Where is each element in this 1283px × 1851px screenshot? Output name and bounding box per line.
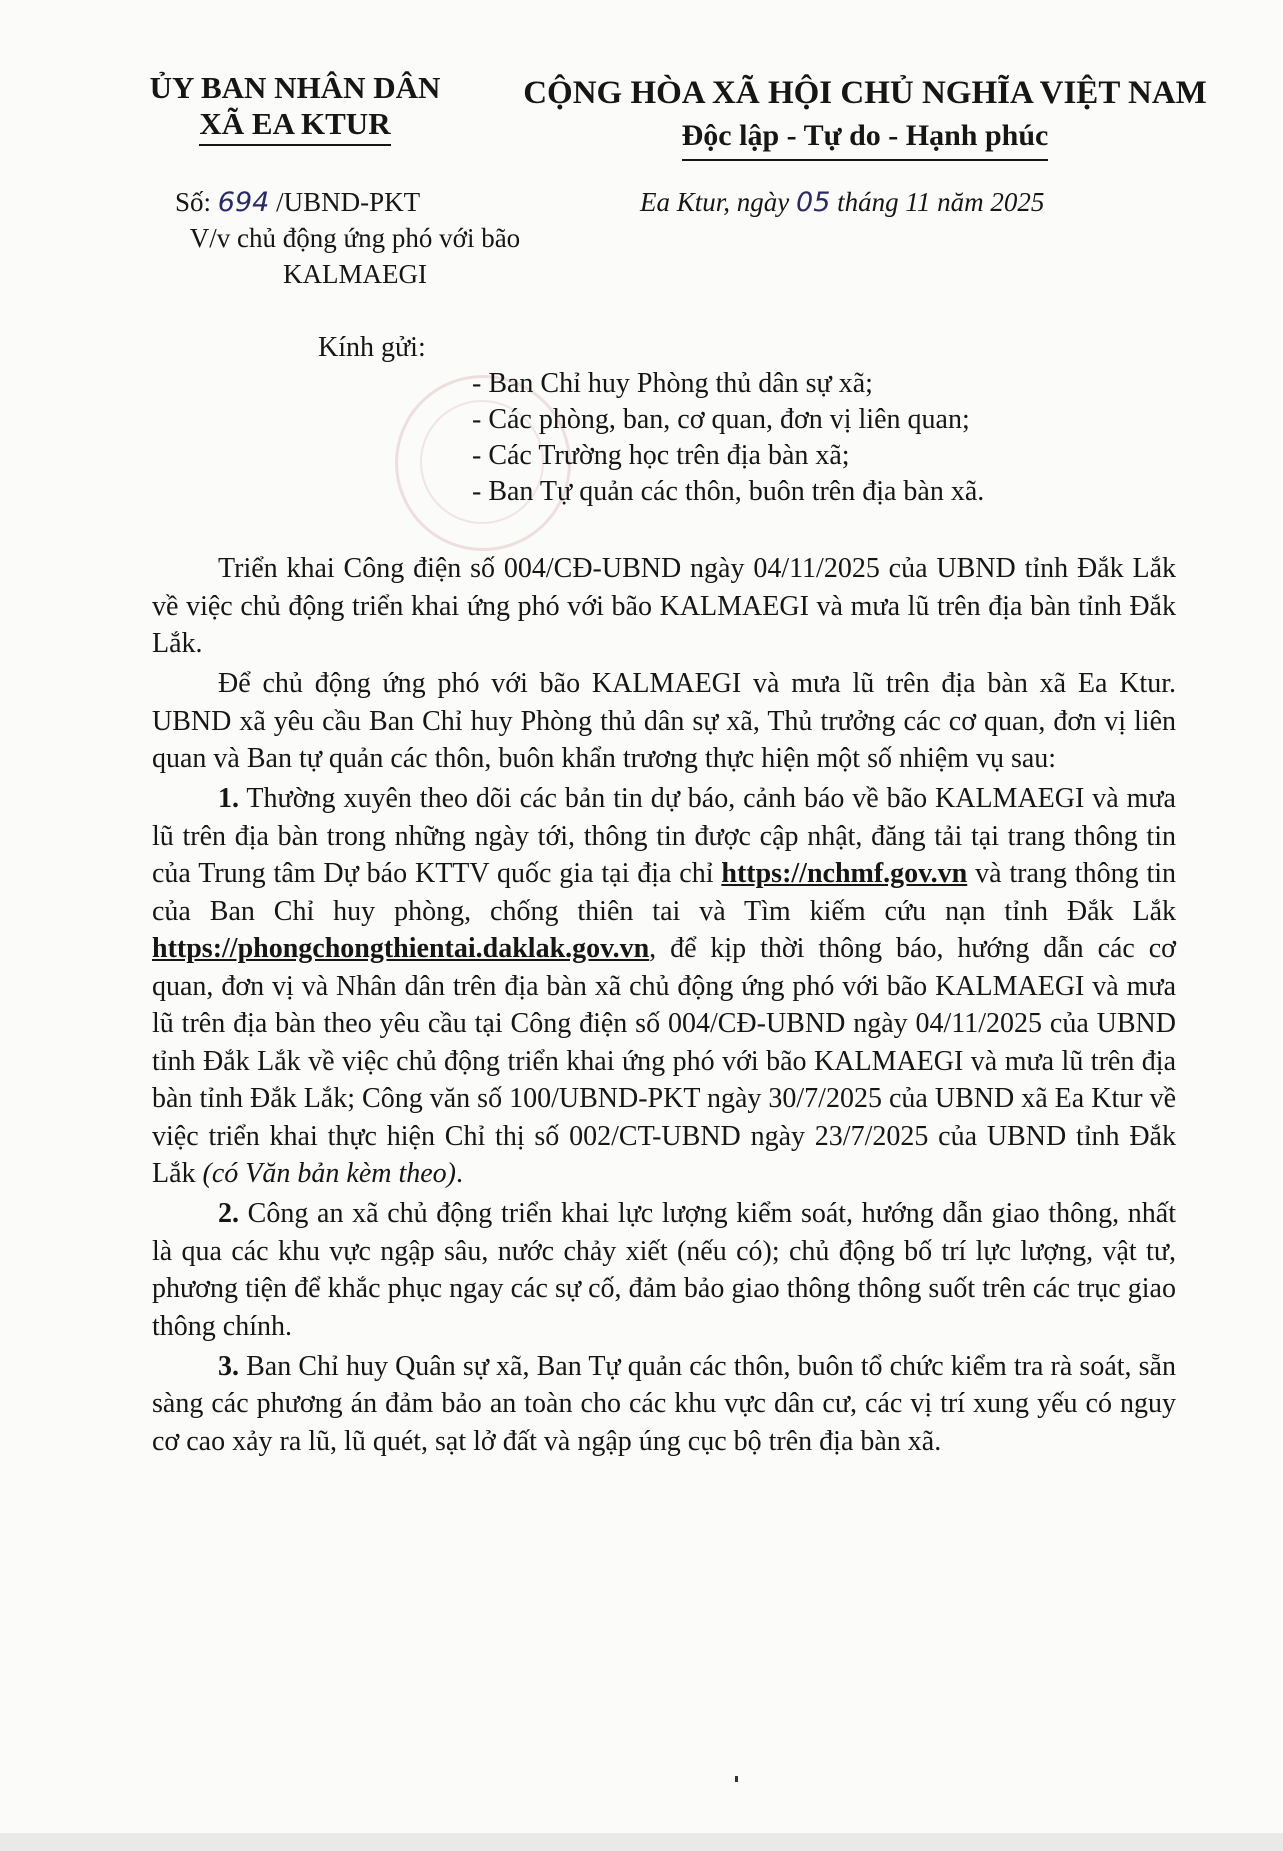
agency-line-2: XÃ EA KTUR xyxy=(199,106,390,146)
document-subject: V/v chủ động ứng phó với bão KALMAEGI xyxy=(189,223,521,289)
document-number: Số: 694 /UBND-PKT xyxy=(175,187,421,218)
handwritten-number: 694 xyxy=(217,187,270,218)
intro-paragraph-1: Triển khai Công điện số 004/CĐ-UBND ngày 04/11/2025 của UBND tỉnh Đắk Lắk về việc chủ động triển khai ứng phó với bão KALMAEGI và mưa lũ trên địa bàn tỉnh Đắk Lắk. xyxy=(152,553,1176,659)
scan-speck xyxy=(735,1776,738,1782)
agency-line-1: ỦY BAN NHÂN DÂN xyxy=(149,70,441,105)
task-3-paragraph: 3. Ban Chỉ huy Quân sự xã, Ban Tự quản các thôn, buôn tổ chức kiểm tra rà soát, sẵn sàng các phương án đảm bảo an toàn cho các khu vực dân cư, các vị trí xung yếu có nguy cơ cao xảy ra lũ, lũ quét, sạt lở đất và ngập úng cục bộ trên địa bàn xã. xyxy=(152,1350,1176,1457)
recipient-item: - Ban Tự quản các thôn, buôn trên địa bàn xã. xyxy=(472,476,985,507)
task-2-paragraph: 2. Công an xã chủ động triển khai lực lượng kiểm soát, hướng dẫn giao thông, nhất là qua các khu vực ngập sâu, nước chảy xiết (nếu có); chủ động bố trí lực lượng, vật tư, phương tiện để khắc phục ngay các sự cố, đảm bảo giao thông thông suốt trên các trục giao thông chính. xyxy=(152,1198,1176,1342)
nchmf-link[interactable]: https://nchmf.gov.vn xyxy=(721,858,968,889)
recipients-list xyxy=(472,366,984,510)
bottom-edge xyxy=(0,1833,1283,1851)
recipient-item: - Các phòng, ban, cơ quan, đơn vị liên quan; xyxy=(472,404,970,435)
nation-line-1: CỘNG HÒA XÃ HỘI CHỦ NGHĨA VIỆT NAM xyxy=(523,75,1207,111)
recipient-item: - Ban Chỉ huy Phòng thủ dân sự xã; xyxy=(472,368,873,399)
recipient-item: - Các Trường học trên địa bàn xã; xyxy=(472,440,850,471)
intro-paragraph-2: Để chủ động ứng phó với bão KALMAEGI và mưa lũ trên địa bàn xã Ea Ktur. UBND xã yêu cầu Ban Chỉ huy Phòng thủ dân sự xã, Thủ trưởng các cơ quan, đơn vị liên quan và Ban tự quản các thôn, buôn khẩn trương thực hiện một số nhiệm vụ sau: xyxy=(152,668,1176,774)
recipients-label: Kính gửi: xyxy=(318,332,426,363)
issuing-agency xyxy=(140,70,450,146)
daklak-disaster-link[interactable]: https://phongchongthientai.daklak.gov.vn xyxy=(152,933,650,964)
handwritten-day: 05 xyxy=(796,187,831,218)
task-1-paragraph: 1. Thường xuyên theo dõi các bản tin dự báo, cảnh báo về bão KALMAEGI và mưa lũ trên địa bàn trong những ngày tới, thông tin được cập nhật, đăng tải tại trang thông tin của Trung tâm Dự báo KTTV quốc gia tại địa chỉ https://nchmf.gov.vn và trang thông tin của Ban Chỉ huy phòng, chống thiên tai và Tìm kiếm cứu nạn tỉnh Đắk Lắk https://phongchongthientai.daklak.gov.vn, để kịp thời thông báo, hướng dẫn các cơ quan, đơn vị và Nhân dân trên địa bàn xã chủ động ứng phó với bão KALMAEGI và mưa lũ trên địa bàn theo yêu cầu tại Công điện số 004/CĐ-UBND ngày 04/11/2025 của UBND tỉnh Đắk Lắk về việc chủ động triển khai ứng phó với bão KALMAEGI và mưa lũ trên địa bàn tỉnh Đắk Lắk; Công văn số 100/UBND-PKT ngày 30/7/2025 của UBND xã Ea Ktur về việc triển khai thực hiện Chỉ thị số 002/CT-UBND ngày 23/7/2025 của UBND tỉnh Đắk Lắk (có Văn bản kèm theo). xyxy=(152,783,1177,1189)
nation-line-2: Độc lập - Tự do - Hạnh phúc xyxy=(682,115,1049,161)
document-body xyxy=(152,550,1176,1463)
date-line: Ea Ktur, ngày 05 tháng 11 năm 2025 xyxy=(640,187,1045,218)
national-motto xyxy=(500,72,1230,161)
